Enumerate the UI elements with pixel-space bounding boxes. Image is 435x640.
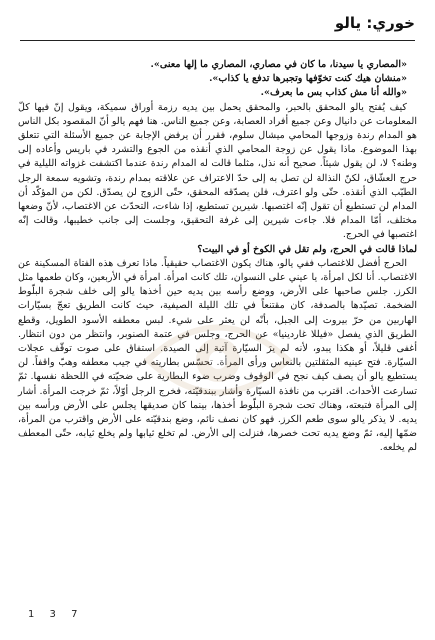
running-header <box>20 10 415 38</box>
body-text <box>18 58 417 456</box>
dialog-line: «منشان هيك كنت تخوّفها وتجبرها تدفع يا كذاب». <box>209 73 407 85</box>
header-rule <box>20 40 415 41</box>
page-number: 1 3 7 <box>28 609 84 620</box>
dialog-line: «المصاري يا سيدنا، ما كان في مصاري، المصاري ما إلها معنى». <box>150 59 407 70</box>
paragraph: الحرج أفضل للاغتصاب ففي يالو، هناك يكون الاغتصاب حقيقياً. ماذا تعرف هذه الفتاة المسكينة عن الاغتصاب. أنا لكل امرأة، يا عيني على النسوان، تلك كانت امرأة. امرأة في الأربعين، وكان طعمها مثل الكرز. جلس صاحبها على الأرض، ووضع رأسه بين يديه حين أخذها يالو إلى خلف شجرة البلّوط الضخمة. تصيّدها بالصدفة، كان مقتنعاً في تلك الليلة الصيفية، حيث كانت الطريق تعجّ بسيّارات الهاربين من حرّ بيروت إلى الجبل، بأنّه لن يعثر على شيء. لبس معطفه الأسود الطويل، وقطع الطريق الذي يفصل «فيللا غاردينيا» عن الحرج، وجلس في عتمة الصنوبر، وانتظر من دون انتظار. أغفى قليلاً، أو هكذا يبدو، لأنه لم يرَ السيّارة آتية إلى الصيدة. استفاق على صوت توقّف عجلات السيّارة. فتح عينيه المثقلتين بالنعاس ورأى المرأة. تحسّس بطاريته في جيب معطفه وهبّ واقفاً. لن يستطيع يالو أن يصف كيف نجح في الوقوف وضرب ضوء البطارية على ضحيّته في اللحظة نفسها. ثمّ تسارعت الأحداث. اقترب من نافذة السيّارة وأشار ببندقيّته، فخرج الرجل أوّلاً، ثمّ خرجت المرأة. أشار إلى المرأة فتبعته، وهناك تحت شجرة البلّوط أخذها، بينما كان صديقها يجلس على الأرض ورأسه بين يديه. لا يذكر يالو سوى طعم الكرز. فهو كان نصف نائم، وضع بندقيّته على الأرض واقترب من المرأة، ضمّها إليه، ثمّ وضع يديه تحت خصرها، فنزلت إلى الأرض. لم تخلع ثيابها ولم يخلع ثيابه، حتّى المعطف لم يخلعه. <box>18 257 417 454</box>
dialog-line: «والله أنا مش كذاب بس ما بعرف». <box>260 87 407 99</box>
header-title: خوري: يالو <box>334 14 415 32</box>
bold-question: لماذا قالت في الحرج، ولم تقل في الكوخ أو في البيت؟ <box>197 243 417 255</box>
paragraph: كيف يُفتح يالو المحقق بالحبر، والمحقق يحمل بين يديه رزمة أوراق سميكة، ويقول إنّ فيها كلّ المعلومات عن دانيال وعن جميع أفراد العصابة، وعن جميع الناس. هنا فهم يالو أنّ المقصود بكل الناس هو المدام رندة وزوجها المحامي ميشال سلوم، فقرر أن يرفض الإجابة عن جميع الأسئلة التي تتعلق بهذا الموضوع. ماذا يقول عن زوجة المحامي الذي أنقذه من الجوع والتشرد في باريس وأعاده إلى وطنه؟ لا، لن يقول شيئاً. صحيح أنه نذل، مثلما قالت له المدام رندة عندما اكتشفت غزواته الليلية في حرج العشّاق، لكنّ النذالة لن تصل به إلى حدّ الاعتراف عن علاقته بمدام رندة، وتشويه سمعة الرجل الطيّب الذي أنقذه. حتّى ولو اعترف، فلن يصدّقه المحقق، حتّى الزوج لن يصدّق. لكن من المؤكّد أن المدام لن تستطيع أن تقول إنّه اغتصبها. شيرين تستطيع، إذا شاءت، التحدّث عن الاغتصاب، لأنّ وضعها مختلف، أمّا المدام فلا. جاءت شيرين إلى غرفة التحقيق، وجلست إلى جانب خطيبها، وقالت إنّه اغتصبها في الحرج. <box>18 101 417 241</box>
